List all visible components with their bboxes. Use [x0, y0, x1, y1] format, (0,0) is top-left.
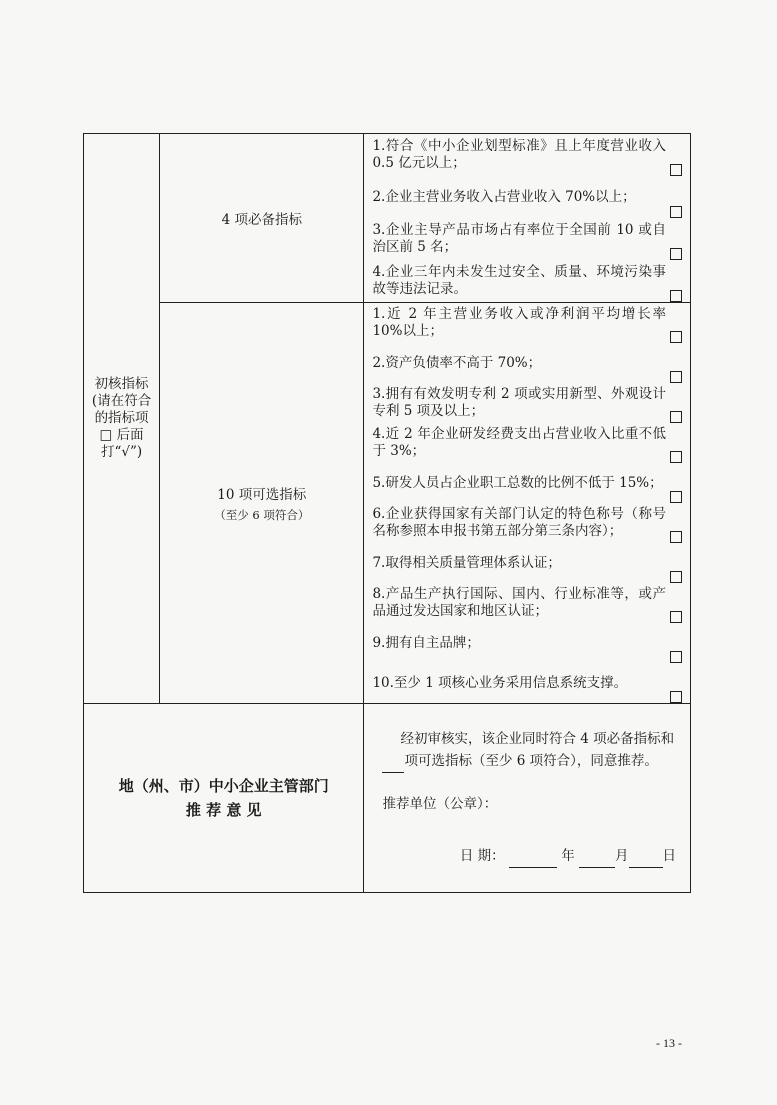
department-title: 地（州、市）中小企业主管部门	[118, 777, 329, 795]
optional-item-text: 3.拥有有效发明专利 2 项或实用新型、外观设计专利 5 项及以上；	[372, 386, 666, 419]
opinion-cell	[364, 704, 691, 893]
department-cell	[84, 704, 364, 893]
checkbox[interactable]	[670, 691, 682, 703]
checkbox[interactable]	[670, 206, 682, 218]
optional-item-text: 10.至少 1 项核心业务采用信息系统支撑。	[372, 674, 628, 691]
optional-item	[364, 303, 690, 343]
required-item-text: 2.企业主营业务收入占营业收入 70%以上；	[372, 188, 636, 205]
required-item	[364, 176, 690, 218]
optional-group-label-cell	[160, 303, 364, 704]
optional-item-text: 9.拥有自主品牌；	[372, 634, 480, 651]
optional-group-sublabel: （至少 6 项符合）	[214, 508, 310, 522]
checkbox[interactable]	[670, 371, 682, 383]
required-item-text: 4.企业三年内未发生过安全、质量、环境污染事故等违法记录。	[372, 264, 666, 297]
required-group-label-cell	[160, 134, 364, 303]
day-label: 日	[662, 848, 676, 864]
checkbox[interactable]	[670, 248, 682, 260]
checkbox[interactable]	[670, 290, 682, 302]
checkbox[interactable]	[670, 491, 682, 503]
opinion-line1: 经初审核实，该企业同时符合 4 项必备指标和	[400, 731, 675, 747]
department-subtitle: 推 荐 意 见	[185, 801, 262, 819]
required-items-cell	[364, 134, 691, 303]
year-blank[interactable]	[509, 845, 557, 868]
checkbox[interactable]	[670, 164, 682, 176]
checkbox[interactable]	[670, 611, 682, 623]
month-blank[interactable]	[579, 845, 615, 868]
required-group-label: 4 项必备指标	[221, 212, 302, 228]
required-item-text: 3.企业主导产品市场占有率位于全国前 10 或自治区前 5 名；	[372, 222, 666, 255]
optional-item-text: 5.研发人员占企业职工总数的比例不低于 15%；	[372, 474, 663, 491]
category-label: 初核指标(请在符合的指标项 □ 后面打“√”)	[91, 376, 152, 460]
optional-item-text: 6.企业获得国家有关部门认定的特色称号（称号名称参照本申报书第五部分第三条内容）；	[372, 506, 666, 539]
checkbox[interactable]	[670, 651, 682, 663]
checkbox[interactable]	[670, 331, 682, 343]
required-item	[364, 134, 690, 176]
optional-item	[364, 463, 690, 503]
recommender-label: 推荐单位（公章）：	[382, 796, 498, 812]
optional-item	[364, 343, 690, 383]
required-item	[364, 260, 690, 302]
optional-item-text: 7.取得相关质量管理体系认证；	[372, 554, 561, 571]
year-label: 年	[561, 848, 575, 864]
optional-item-text: 1.近 2 年主营业务收入或净利润平均增长率 10%以上；	[372, 306, 666, 339]
optional-item-text: 4.近 2 年企业研发经费支出占营业收入比重不低于 3%；	[372, 426, 666, 459]
optional-item	[364, 543, 690, 583]
required-item	[364, 218, 690, 260]
opinion-line2-row	[382, 750, 676, 773]
optional-item-text: 8.产品生产执行国际、国内、行业标准等，或产品通过发达国家和地区认证；	[372, 586, 666, 619]
optional-item	[364, 383, 690, 423]
optional-item	[364, 423, 690, 463]
date-row	[382, 845, 676, 868]
optional-item-text: 2.资产负债率不高于 70%；	[372, 354, 542, 371]
indicator-form-table	[83, 133, 691, 893]
page-number: - 13 -	[656, 1036, 682, 1050]
opinion-line2: 项可选指标（至少 6 项符合），同意推荐。	[404, 753, 658, 769]
month-label: 月	[615, 848, 629, 864]
checkbox[interactable]	[670, 451, 682, 463]
optional-group-label: 10 项可选指标	[217, 487, 307, 503]
day-blank[interactable]	[629, 845, 663, 868]
optional-items-cell	[364, 303, 691, 704]
count-blank[interactable]	[382, 750, 404, 773]
checkbox[interactable]	[670, 571, 682, 583]
checkbox[interactable]	[670, 411, 682, 423]
required-item-text: 1.符合《中小企业划型标准》且上年度营业收入 0.5 亿元以上；	[372, 138, 666, 171]
checkbox[interactable]	[670, 531, 682, 543]
category-label-cell	[84, 134, 160, 704]
optional-item	[364, 623, 690, 663]
optional-item	[364, 583, 690, 623]
date-label: 日 期：	[459, 848, 505, 864]
optional-item	[364, 663, 690, 703]
optional-item	[364, 503, 690, 543]
